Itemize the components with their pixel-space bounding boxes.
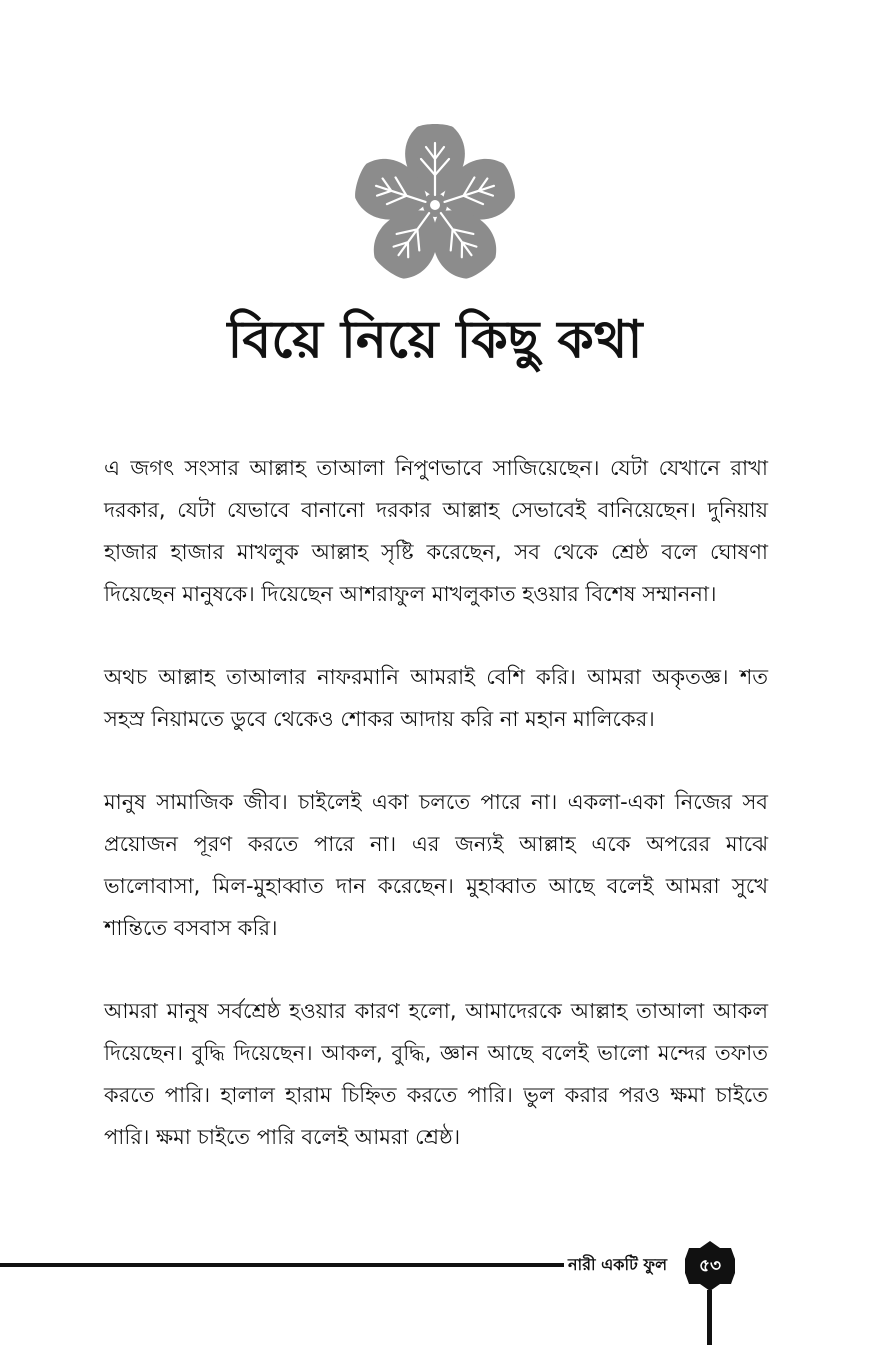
paragraph-3: মানুষ সামাজিক জীব। চাইলেই একা চলতে পারে না। একলা-একা নিজের সব প্রয়োজন পূরণ করতে পারে না। এর জন্যই আল্লাহ একে অপরের মাঝে ভালোবাসা, মিল-মুহাব্বাত দান করেছেন। মুহাব্বাত আছে বলেই আমরা সুখে শান্তিতে বসবাস করি। — [104, 790, 768, 940]
footer-book-title: নারী একটি ফুল — [568, 1255, 667, 1274]
page-number: ৫৩ — [698, 1256, 722, 1276]
paragraph-4: আমরা মানুষ সর্বশ্রেষ্ঠ হওয়ার কারণ হলো, আমাদেরকে আল্লাহ তাআলা আকল দিয়েছেন। বুদ্ধি দিয়েছেন। আকল, বুদ্ধি, জ্ঞান আছে বলেই ভালো মন্দের তফাত করতে পারি। হালাল হারাম চিহ্নিত করতে পারি। ভুল করার পরও ক্ষমা চাইতে পারি। ক্ষমা চাইতে পারি বলেই আমরা শ্রেষ্ঠ। — [104, 999, 768, 1149]
page-title: বিয়ে নিয়ে কিছু কথা — [227, 310, 643, 370]
footer-stem — [707, 1290, 712, 1345]
paragraph-1: এ জগৎ সংসার আল্লাহ তাআলা নিপুণভাবে সাজিয়েছেন। যেটা যেখানে রাখা দরকার, যেটা যেভাবে বানানো দরকার আল্লাহ সেভাবেই বানিয়েছেন। দুনিয়ায় হাজার হাজার মাখলুক আল্লাহ সৃষ্টি করেছেন, সব থেকে শ্রেষ্ঠ বলে ঘোষণা দিয়েছেন মানুষকে। দিয়েছেন আশরাফুল মাখলুকাত হওয়ার বিশেষ সম্মাননা। — [104, 456, 768, 606]
page-number-badge — [684, 1240, 736, 1292]
chapter-body — [104, 447, 768, 1199]
flower-icon — [352, 122, 518, 288]
footer-rule — [0, 1263, 564, 1267]
paragraph-2: অথচ আল্লাহ তাআলার নাফরমানি আমরাই বেশি করি। আমরা অকৃতজ্ঞ। শত সহস্র নিয়ামতে ডুবে থেকেও শোকর আদায় করি না মহান মালিকের। — [104, 665, 768, 731]
